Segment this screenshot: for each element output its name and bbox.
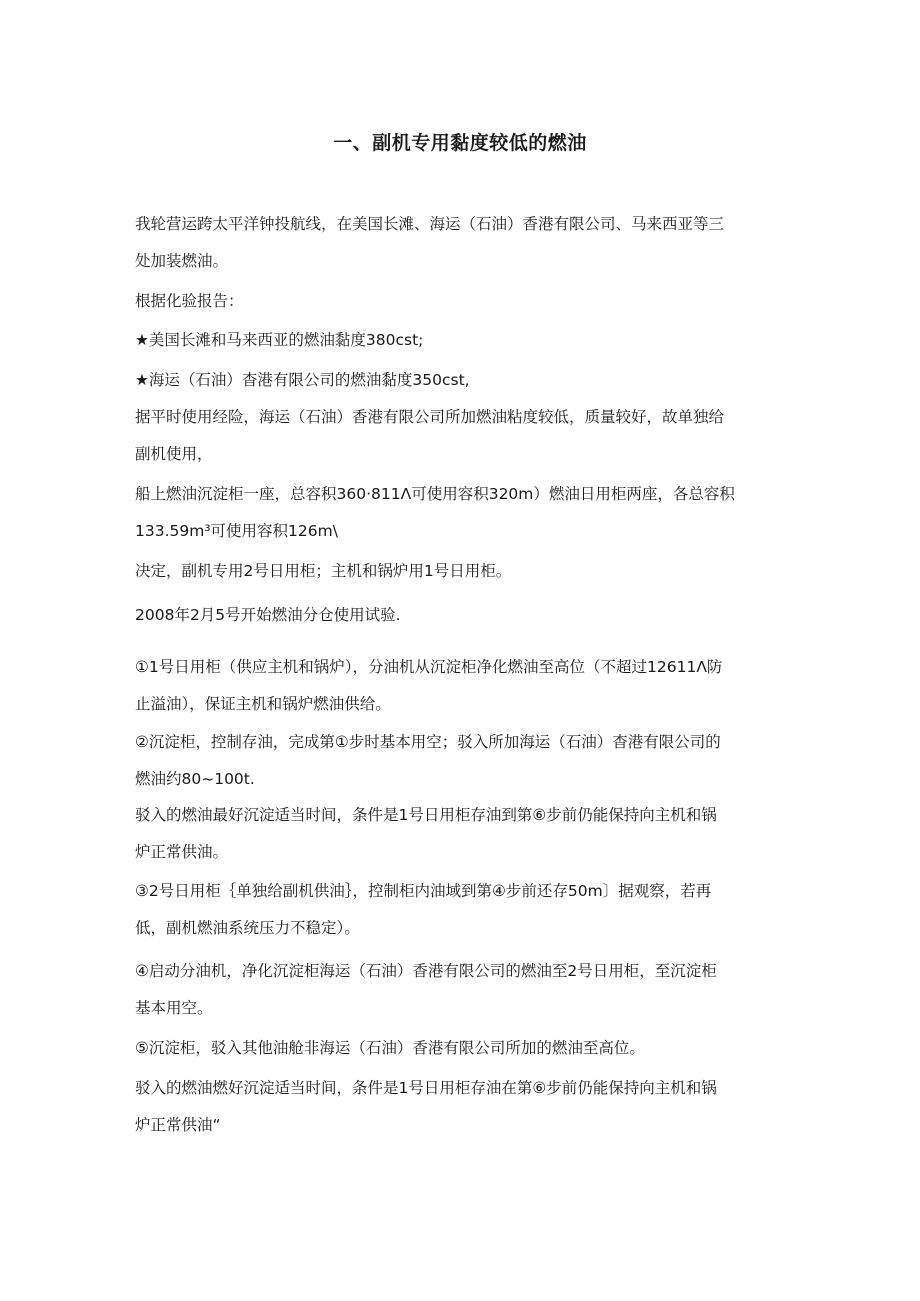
text-line: 133.59m³可使用容积126m\: [135, 522, 338, 540]
text-line: 驳入的燃油最好沉淀适当时间，条件是1号日用柜存油到第⑥步前仍能保持向主机和锅: [135, 806, 717, 824]
text-line: ③2号日用柜｛单独给副机供油｝，控制柜内油域到第④步前还存50m〕据观察，若再: [135, 882, 712, 900]
text-line: 驳入的燃油燃好沉淀适当时间，条件是1号日用柜存油在第⑥步前仍能保持向主机和锅: [135, 1079, 717, 1097]
text-line: 我轮营运跨太平洋钟投航线，在美国长滩、海运（石油）香港有限公司、马来西亚等三: [135, 215, 725, 233]
text-line: 炉正常供油。: [135, 843, 229, 861]
text-line: ①1号日用柜（供应主机和锅炉），分油机从沉淀柜净化燃油至高位（不超过12611Λ防: [135, 658, 723, 676]
text-line: ④启动分油机，净化沉淀柜海运（石油）香港有限公司的燃油至2号日用柜，至沉淀柜: [135, 962, 717, 980]
text-line: 决定，副机专用2号日用柜；主机和锅炉用1号日用柜。: [135, 562, 512, 580]
page-title: 一、副机专用黏度较低的燃油: [333, 132, 587, 154]
text-line: 处加装燃油。: [135, 252, 229, 270]
text-line: 燃油约80~100t.: [135, 770, 255, 788]
text-line: 根据化验报告：: [135, 292, 244, 310]
text-line: 副机使用，: [135, 445, 213, 463]
text-line: 基本用空。: [135, 999, 213, 1017]
text-line: 2008年2月5号开始燃油分仓使用试验.: [135, 606, 401, 624]
text-line: ★美国长滩和马来西亚的燃油黏度380cst;: [135, 331, 424, 349]
text-line: 低，副机燃油系统压力不稳定）。: [135, 919, 360, 937]
text-line: ⑤沉淀柜，驳入其他油舱非海运（石油）香港有限公司所加的燃油至高位。: [135, 1039, 645, 1057]
text-line: 据平时使用经险，海运（石油）香港有限公司所加燃油粘度较低，质量较好，故单独给: [135, 408, 725, 426]
text-line: ★海运（石油）杳港有限公司的燃油黏度350cst,: [135, 371, 470, 389]
text-line: 止溢油），保证主机和锅炉燃油供给。: [135, 695, 391, 713]
text-line: ②沉淀柜，控制存油，完成第①步时基本用空；驳入所加海运（石油）杳港有限公司的: [135, 733, 721, 751]
text-line: 炉正常供油“: [135, 1116, 221, 1134]
text-line: 船上燃油沉淀柜一座，总容积360·811Λ可使用容积320m）燃油日用柜两座，各总容积: [135, 485, 735, 503]
